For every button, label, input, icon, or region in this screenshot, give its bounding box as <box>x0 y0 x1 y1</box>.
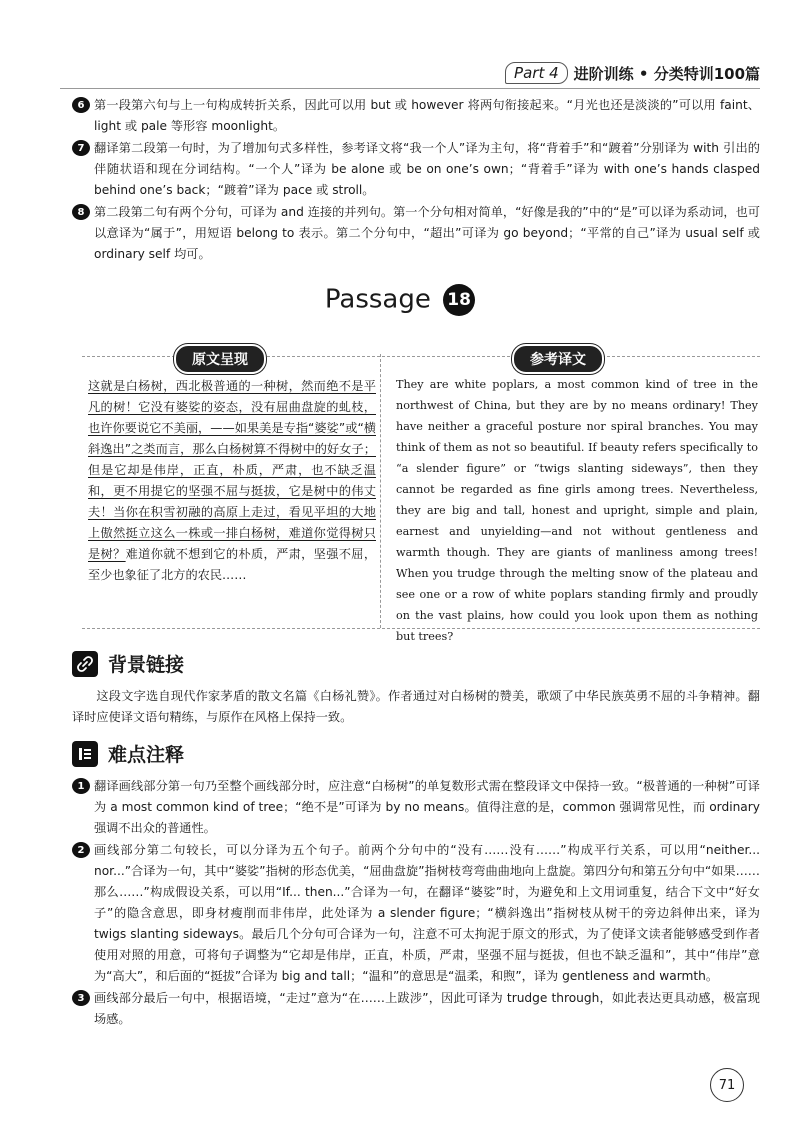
page-number: 71 <box>710 1068 744 1102</box>
note-text: 第一段第六句与上一句构成转折关系，因此可以用 but 或 however 将两句衔接起来。“月光也还是淡淡的”可以用 faint、light 或 pale 等形容 moonlight。 <box>94 98 760 133</box>
difficulty-number: 3 <box>72 990 90 1006</box>
difficulty-text: 翻译画线部分第一句乃至整个画线部分时，应注意“白杨树”的单复数形式需在整段译文中保持一致。“极普通的一种树”可译为 a most common kind of tree；“绝不是”可译为 by no means。值得注意的是，common 强调常见性，而 ordinary 强调不出众的普通性。 <box>94 779 760 835</box>
translation-text: They are white poplars, a most common kind of tree in the northwest of China, but they are by no means ordinary! They have neither a graceful posture nor spiral branches. You may think of them as not so beautiful. If beauty refers specifically to “a slender figure” or “twigs slanting sideways”, then they cannot be regarded as fine girls among trees. Nevertheless, they are big and tall, honest and upright, simple and plain, earnest and unyielding—and not without gentleness and warmth though. They are giants of manliness among trees! When you trudge through the melting snow of the plateau and see one or a row of white poplars standing firmly and proudly on the vast plains, how could you look upon them as nothing but trees? <box>396 378 758 643</box>
previous-notes <box>72 95 760 266</box>
original-text <box>88 376 376 586</box>
difficulties-heading-text: 难点注释 <box>108 744 185 766</box>
underlined-text: 这就是白杨树，西北极普通的一种树，然而绝不是平凡的树！它没有婆娑的姿态，没有屈曲盘旋的虬枝，也许你要说它不美丽，——如果美是专指“婆娑”或“横斜逸出”之类而言，那么白杨树算不得树中的好女子；但是它却是伟岸，正直，朴质，严肃，也不缺乏温和，更不用提它的坚强不屈与挺拔，它是树中的伟丈夫！当你在积雪初融的高原上走过，看见平坦的大地上傲然挺立这么一株或一排白杨树，难道你觉得树只是树？ <box>88 379 376 561</box>
background-text: 这段文字选自现代作家茅盾的散文名篇《白杨礼赞》。作者通过对白杨树的赞美，歌颂了中华民族英勇不屈的斗争精神。翻译时应使译文语句精练，与原作在风格上保持一致。 <box>72 689 760 724</box>
note-number: 8 <box>72 204 90 220</box>
difficulty-item <box>72 988 760 1030</box>
difficulty-text: 画线部分第二句较长，可以分译为五个句子。前两个分句中的“没有……没有……”构成平行关系，可以用“neither... nor...”合译为一句，其中“婆娑”指树的形态优美，“屈曲盘旋”指树枝弯弯曲曲地向上盘旋。第四分句和第五分句中“如果……那么……”构成假设关系，可以用“If... then...”合译为一句，在翻译“婆娑”时，为避免和上文用词重复，结合下文中“好女子”的隐含意思，即身材瘦削而非伟岸，此处译为 a slender figure；“横斜逸出”指树枝从树干的旁边斜伸出来，译为 twigs slanting sideways。最后几个分句可合译为一句，注意不可太拘泥于原文的形式，为了使译文读者能够感受到作者使用对照的用意，可将句子调整为“它却是伟岸，正直，朴质，严肃，坚强不屈与挺拔，但也不缺乏温和”，其中“伟岸”意为“高大”，和后面的“挺拔”合译为 big and tall；“温和”的意思是“温柔，和煦”，译为 gentleness and warmth。 <box>94 843 760 983</box>
difficulties-heading <box>72 740 184 767</box>
passage-title <box>0 284 800 316</box>
running-header <box>505 62 760 84</box>
note-number: 7 <box>72 140 90 156</box>
difficulty-item <box>72 840 760 987</box>
original-label: 原文呈现 <box>174 344 266 374</box>
note-item <box>72 95 760 137</box>
header-title: 进阶训练 • 分类特训100篇 <box>573 64 760 83</box>
note-text: 第二段第二句有两个分句，可译为 and 连接的并列句。第一个分句相对简单，“好像是我的”中的“是”可以译为系动词，也可以意译为“属于”，用短语 belong to 表示。第二个分句中，“超出”可译为 go beyond；“平常的自己”译为 usual self 或 ordinary self 均可。 <box>94 205 760 261</box>
difficulty-item <box>72 776 760 839</box>
passage-section <box>82 346 760 643</box>
plain-text: 难道你就不想到它的朴质，严肃，坚强不屈，至少也象征了北方的农民…… <box>88 547 377 582</box>
difficulties-list <box>72 776 760 1031</box>
note-item <box>72 138 760 201</box>
passage-number: 18 <box>443 284 475 316</box>
background-heading <box>72 650 184 677</box>
note-item <box>72 202 760 265</box>
list-icon <box>72 741 98 767</box>
note-number: 6 <box>72 97 90 113</box>
note-text: 翻译第二段第一句时，为了增加句式多样性，参考译文将“我一个人”译为主句，将“背着手”和“踱着”分别译为 with 引出的伴随状语和现在分词结构。“一个人”译为 be alone 或 be on one’s own；“背着手”译为 with one’s hands clasped behind one’s back；“踱着”译为 pace 或 stroll。 <box>94 141 760 197</box>
link-icon <box>72 651 98 677</box>
translation-label: 参考译文 <box>512 344 604 374</box>
difficulty-text: 画线部分最后一句中，根据语境，“走过”意为“在……上跋涉”，因此可译为 trudge through，如此表达更具动感，极富现场感。 <box>94 991 760 1026</box>
background-heading-text: 背景链接 <box>108 654 185 676</box>
passage-label: Passage <box>324 284 431 315</box>
column-divider <box>380 354 381 628</box>
header-rule <box>60 88 760 89</box>
difficulty-number: 1 <box>72 778 90 794</box>
difficulty-number: 2 <box>72 842 90 858</box>
part-label: Part 4 <box>505 62 568 84</box>
